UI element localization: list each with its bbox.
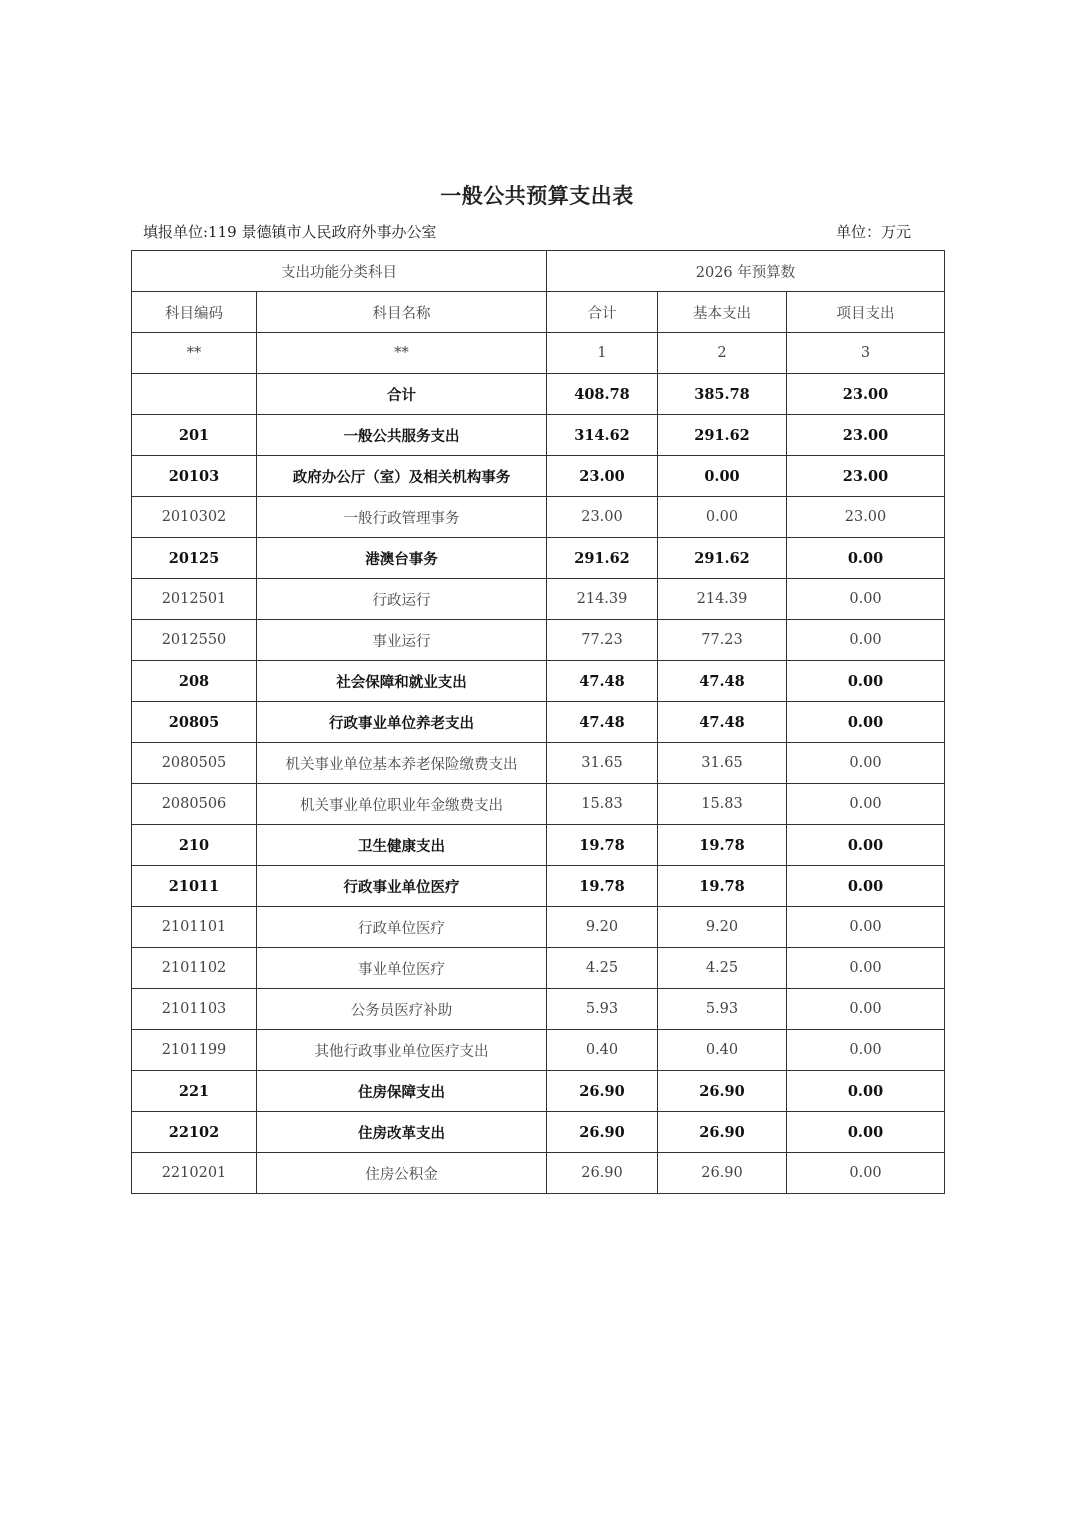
table-row [132, 1071, 945, 1112]
table-row [132, 661, 945, 702]
cell-code: 2080505 [132, 743, 257, 784]
cell-code: 21011 [132, 866, 257, 907]
cell-project: 0.00 [787, 907, 945, 948]
cell-name: 港澳台事务 [257, 538, 547, 579]
cell-name: 政府办公厅（室）及相关机构事务 [257, 456, 547, 497]
cell-code: 2101102 [132, 948, 257, 989]
cell-project: 23.00 [787, 456, 945, 497]
cell-total: 408.78 [547, 374, 658, 415]
cell-basic: 4.25 [658, 948, 787, 989]
cell-name: 机关事业单位基本养老保险缴费支出 [257, 743, 547, 784]
cell-basic: 5.93 [658, 989, 787, 1030]
cell-project: 0.00 [787, 784, 945, 825]
cell-total: 214.39 [547, 579, 658, 620]
index-cell: 1 [547, 333, 658, 374]
index-cell: ** [132, 333, 257, 374]
table-row [132, 456, 945, 497]
table-row [132, 784, 945, 825]
cell-project: 0.00 [787, 1153, 945, 1194]
cell-code: 20125 [132, 538, 257, 579]
cell-basic: 291.62 [658, 415, 787, 456]
cell-project: 0.00 [787, 538, 945, 579]
table-row [132, 415, 945, 456]
cell-code: 210 [132, 825, 257, 866]
cell-total: 47.48 [547, 661, 658, 702]
cell-name: 行政单位医疗 [257, 907, 547, 948]
table-row [132, 1153, 945, 1194]
cell-basic: 47.48 [658, 661, 787, 702]
cell-code: 20805 [132, 702, 257, 743]
cell-basic: 19.78 [658, 866, 787, 907]
cell-project: 0.00 [787, 948, 945, 989]
cell-project: 23.00 [787, 415, 945, 456]
table-row [132, 538, 945, 579]
cell-basic: 77.23 [658, 620, 787, 661]
cell-name: 行政事业单位医疗 [257, 866, 547, 907]
cell-name: 一般行政管理事务 [257, 497, 547, 538]
header-function-classification: 支出功能分类科目 [132, 251, 547, 292]
currency-unit: 单位：万元 [835, 223, 911, 241]
cell-project: 0.00 [787, 702, 945, 743]
cell-name: 卫生健康支出 [257, 825, 547, 866]
cell-total: 31.65 [547, 743, 658, 784]
cell-project: 0.00 [787, 620, 945, 661]
cell-code [132, 374, 257, 415]
cell-basic: 19.78 [658, 825, 787, 866]
cell-code: 2080506 [132, 784, 257, 825]
cell-project: 0.00 [787, 1071, 945, 1112]
cell-code: 2101101 [132, 907, 257, 948]
reporting-unit: 填报单位:119 景德镇市人民政府外事办公室 [143, 223, 437, 241]
cell-basic: 0.40 [658, 1030, 787, 1071]
table-row [132, 1112, 945, 1153]
table-row [132, 825, 945, 866]
cell-name: 住房改革支出 [257, 1112, 547, 1153]
cell-project: 0.00 [787, 989, 945, 1030]
cell-project: 0.00 [787, 825, 945, 866]
cell-total: 19.78 [547, 866, 658, 907]
header-column-row [132, 292, 945, 333]
table-row [132, 866, 945, 907]
cell-project: 0.00 [787, 1112, 945, 1153]
cell-basic: 214.39 [658, 579, 787, 620]
cell-name: 一般公共服务支出 [257, 415, 547, 456]
cell-basic: 9.20 [658, 907, 787, 948]
cell-project: 23.00 [787, 374, 945, 415]
index-cell: 2 [658, 333, 787, 374]
cell-code: 201 [132, 415, 257, 456]
page-title: 一般公共预算支出表 [440, 183, 634, 208]
cell-project: 0.00 [787, 1030, 945, 1071]
index-row [132, 333, 945, 374]
cell-code: 2101103 [132, 989, 257, 1030]
cell-basic: 26.90 [658, 1112, 787, 1153]
cell-basic: 26.90 [658, 1071, 787, 1112]
table-row [132, 907, 945, 948]
table-row [132, 1030, 945, 1071]
header-basic: 基本支出 [658, 292, 787, 333]
cell-name: 机关事业单位职业年金缴费支出 [257, 784, 547, 825]
cell-code: 2010302 [132, 497, 257, 538]
header-code: 科目编码 [132, 292, 257, 333]
cell-name: 公务员医疗补助 [257, 989, 547, 1030]
index-cell: 3 [787, 333, 945, 374]
cell-code: 2012501 [132, 579, 257, 620]
cell-total: 314.62 [547, 415, 658, 456]
cell-total: 0.40 [547, 1030, 658, 1071]
header-project: 项目支出 [787, 292, 945, 333]
table-row [132, 948, 945, 989]
cell-total: 5.93 [547, 989, 658, 1030]
cell-name: 社会保障和就业支出 [257, 661, 547, 702]
cell-total: 23.00 [547, 497, 658, 538]
cell-name: 住房公积金 [257, 1153, 547, 1194]
cell-name: 合计 [257, 374, 547, 415]
cell-total: 19.78 [547, 825, 658, 866]
cell-code: 208 [132, 661, 257, 702]
cell-project: 0.00 [787, 661, 945, 702]
cell-total: 291.62 [547, 538, 658, 579]
header-group-row [132, 251, 945, 292]
cell-project: 23.00 [787, 497, 945, 538]
header-budget-year: 2026 年预算数 [547, 251, 945, 292]
cell-code: 2101199 [132, 1030, 257, 1071]
cell-total: 9.20 [547, 907, 658, 948]
cell-basic: 47.48 [658, 702, 787, 743]
cell-project: 0.00 [787, 866, 945, 907]
index-cell: ** [257, 333, 547, 374]
cell-total: 26.90 [547, 1153, 658, 1194]
cell-total: 47.48 [547, 702, 658, 743]
cell-basic: 31.65 [658, 743, 787, 784]
table-row [132, 743, 945, 784]
cell-code: 221 [132, 1071, 257, 1112]
header-name: 科目名称 [257, 292, 547, 333]
cell-name: 事业运行 [257, 620, 547, 661]
cell-project: 0.00 [787, 743, 945, 784]
table-row [132, 620, 945, 661]
cell-total: 23.00 [547, 456, 658, 497]
cell-basic: 26.90 [658, 1153, 787, 1194]
table-row [132, 374, 945, 415]
table-row [132, 497, 945, 538]
cell-code: 2012550 [132, 620, 257, 661]
cell-name: 事业单位医疗 [257, 948, 547, 989]
cell-basic: 15.83 [658, 784, 787, 825]
table-row [132, 702, 945, 743]
budget-table-body [132, 251, 945, 1194]
cell-name: 行政事业单位养老支出 [257, 702, 547, 743]
cell-total: 77.23 [547, 620, 658, 661]
cell-project: 0.00 [787, 579, 945, 620]
cell-total: 15.83 [547, 784, 658, 825]
header-total: 合计 [547, 292, 658, 333]
cell-basic: 385.78 [658, 374, 787, 415]
table-row [132, 579, 945, 620]
cell-total: 26.90 [547, 1071, 658, 1112]
table-row [132, 989, 945, 1030]
cell-name: 其他行政事业单位医疗支出 [257, 1030, 547, 1071]
cell-basic: 0.00 [658, 456, 787, 497]
cell-basic: 0.00 [658, 497, 787, 538]
cell-basic: 291.62 [658, 538, 787, 579]
budget-table [131, 250, 945, 1194]
cell-code: 20103 [132, 456, 257, 497]
cell-name: 行政运行 [257, 579, 547, 620]
cell-code: 2210201 [132, 1153, 257, 1194]
cell-name: 住房保障支出 [257, 1071, 547, 1112]
cell-total: 26.90 [547, 1112, 658, 1153]
cell-code: 22102 [132, 1112, 257, 1153]
cell-total: 4.25 [547, 948, 658, 989]
